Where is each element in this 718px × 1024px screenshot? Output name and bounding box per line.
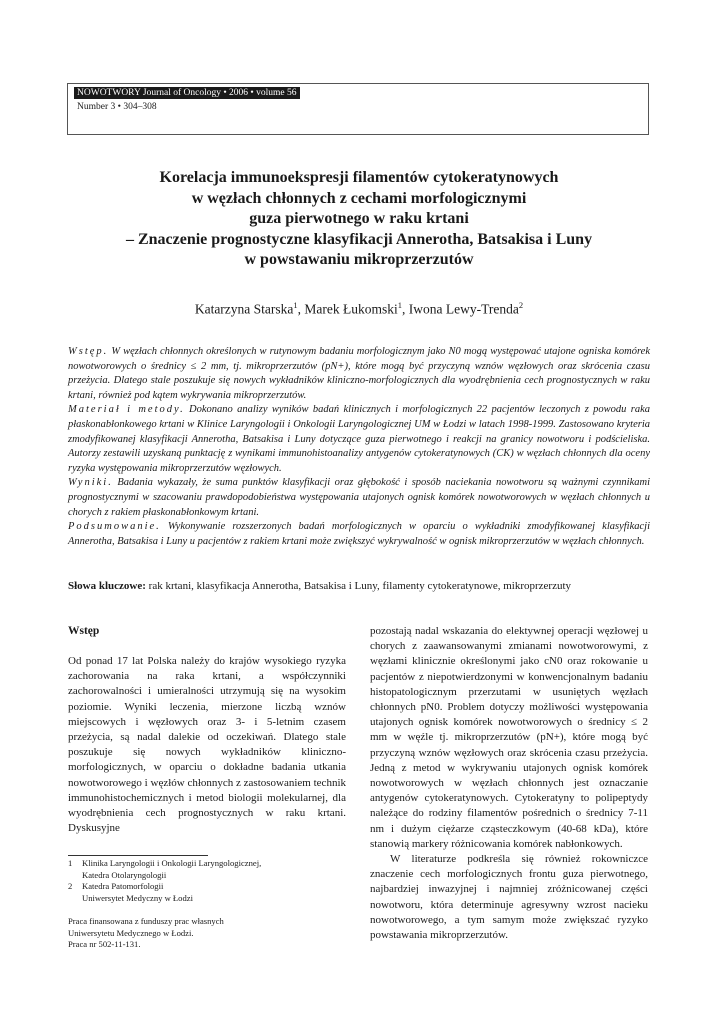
footnotes (68, 858, 348, 904)
body-column-left (68, 654, 346, 836)
title-line: Korelacja immunoekspresji filamentów cytokeratynowych (159, 169, 559, 186)
journal-header-box (67, 83, 649, 135)
body-paragraph: pozostają nadal wskazania do elektywnej operacji węzłowej u chorych z zaawansowanymi zmianami nowotworowymi, z węzłami klinicznie określonymi jako cN0 oraz rokowanie u pacjentów z niepotwierdzonymi w konwencjonalnym badaniu histopatologicznym przerzutami w usuniętych węzłach chłonnych pN0. Problem dotyczy możliwości występowania utajonych ognisk komórek nowotworowych o średnicy ≤ 2 mm w węźle tj. mikroprzerzutów (pN+), które mogą być przyczyną wznów węzłowych oraz skrócenia czasu przeżycia. Jedną z metod w wykrywaniu utajonych ognisk komórek nowotworowych w węzłach chłonnych jest oznaczanie antygenów cytokeratynowych. Cytokeratyny to polipeptydy należące do rodziny filamentów pośrednich o średnicy 7-11 nm i dużym ciężarze cząsteczkowym (40-68 kDa), które stanowią markery różnicowania komórek nabłonkowych. (370, 625, 648, 850)
abstract-methods (68, 403, 650, 476)
author-separator: , (402, 301, 409, 317)
funding-note (68, 916, 348, 951)
footnote-line: Uniwersytet Medyczny w Łodzi (82, 892, 193, 903)
footnote-text (82, 881, 193, 904)
affiliation-mark: 1 (293, 300, 298, 310)
footnote (68, 858, 348, 881)
footnote-number: 2 (68, 881, 73, 891)
footnote-line: Katedra Otolaryngologii (82, 869, 167, 880)
abstract-methods-text: Dokonano analizy wyników badań klinicznych i morfologicznych 22 pacjentów leczonych z powodu raka płaskonabłonkowego krtani w Klinice Laryngologii i Onkologii Laryngologicznej UM w Łodzi w latach 1998-1999. Zastosowano kryteria zmodyfikowanej klasyfikacji Annerotha, Batsakisa i Luny dotyczące guza pierwotnego i reakcji na granicy nowotworu i podścieliska. Autorzy zestawili uzyskaną punktację z wynikami immunohistoanalizy antygenów cytokeratynowych (CK) w węzłach chłonnych dla oceny ryzyka występowania mikroprzerzutów węzłowych. (68, 404, 651, 474)
keywords (68, 579, 658, 593)
funding-line: Praca finansowana z funduszy prac własnych (68, 916, 224, 926)
abstract (68, 345, 650, 549)
section-heading: Wstęp (68, 625, 100, 637)
affiliation-mark: 2 (518, 300, 524, 310)
footnote-divider (68, 855, 208, 856)
body-column-right (370, 624, 648, 943)
author-name: Iwona Lewy-Trenda (408, 301, 519, 317)
title-line: w węzłach chłonnych z cechami morfologicznymi (191, 189, 527, 207)
abstract-intro (68, 345, 650, 403)
footnote-line: Klinika Laryngologii i Onkologii Laryngologicznej, (82, 858, 262, 868)
author-list (40, 296, 678, 319)
abstract-intro-text: W węzłach chłonnych określonych w rutynowym badaniu morfologicznym jako N0 mogą występować utajone ogniska komórek nowotworowych o średnicy ≤ 2 mm, tj. mikroprzerzutów (pN+), które mogą być przyczyną wznów węzłowych oraz skrócenia czasu przeżycia. Dlatego stale poszukuje się nowych wykładników kliniczno-morfologicznych dla wyodrębnienia cech prognostycznych w raku krtani, również pod kątem wykrywania mikroprzerzutów. (68, 346, 650, 401)
body-paragraph: W literaturze podkreśla się również rokowniczce znaczenie cech morfologicznych frontu guza pierwotnego, najbardziej inwazyjnej i najmniej zróżnicowanej części nowotworu, która determinuje agresywny wzrost nacieku nowotworowego, a tym samym może zwiększać ryzyko powstawania mikroprzerzutów. (370, 853, 648, 942)
abstract-label-summary: Podsumowanie. (68, 521, 161, 533)
abstract-results-text: Badania wykazały, że suma punktów klasyfikacji oraz głębokość i sposób naciekania nowotworu są ważnymi czynnikami prognostycznymi w szacowaniu prawdopodobieństwa występowania utajonych ognisk komórek nowotworowych w węzłach chłonnych u chorych z rakiem płaskonabłonkowym krtani. (68, 477, 650, 518)
abstract-label-intro: Wstęp. (68, 346, 109, 357)
journal-title: NOWOTWORY Journal of Oncology • 2006 • volume 56 (74, 87, 300, 99)
author-separator: , (297, 301, 305, 317)
footnote-text (82, 858, 261, 881)
abstract-summary-text: Wykonywanie rozszerzonych badań morfologicznych w oparciu o wykładniki zmodyfikowanej klasyfikacji Annerotha, Batsakisa i Luny u pacjentów z rakiem krtani może zwiększyć wykrywalność w ognisk mikroprzerzutów w węzłach chłonnych. (68, 521, 650, 547)
abstract-label-results: Wyniki. (68, 477, 113, 489)
keywords-label: Słowa kluczowe: (68, 580, 146, 592)
funding-line: Uniwersytetu Medycznego w Łodzi. (68, 927, 194, 938)
funding-line: Praca nr 502-11-131. (68, 939, 141, 949)
issue-pages: Number 3 • 304–308 (77, 102, 157, 112)
title-line: guza pierwotnego w raku krtani (249, 210, 469, 227)
keywords-text: rak krtani, klasyfikacja Annerotha, Batsakisa i Luny, filamenty cytokeratynowe, mikroprzerzuty (145, 580, 572, 592)
footnote (68, 881, 348, 904)
author-name: Marek Łukomski (304, 301, 398, 317)
title-line: – Znaczenie prognostyczne klasyfikacji Annerotha, Batsakisa i Luny (125, 230, 593, 248)
title-line: w powstawaniu mikroprzerzutów (244, 251, 474, 268)
body-paragraph: Od ponad 17 lat Polska należy do krajów wysokiego ryzyka zachorowania na raka krtani, a współczynniki zachorowalności i umieralności utrzymują się na wysokim poziomie. Wyniki leczenia, mierzone liczbą wznów miejscowych i węzłowych oraz 3- i 5-letnim czasem przeżycia, są nadal dalekie od oczekiwań. Dlatego stale poszukuje się nowych wykładników kliniczno-morfologicznych, w oparciu o dokładne badania utkania nowotworowego i węzłów chłonnych z zastosowaniem technik immunohistochemicznych i metod biologii molekularnej, dla wyodrębnienia cech prognostycznych w raku krtani. Dyskusyjne (68, 655, 346, 835)
author-name: Katarzyna Starska (194, 301, 294, 317)
abstract-results (68, 476, 650, 520)
abstract-label-methods: Materiał i metody. (68, 404, 185, 416)
abstract-summary (68, 520, 650, 549)
article-title (40, 168, 678, 271)
footnote-line: Katedra Patomorfologii (82, 881, 164, 891)
footnote-number: 1 (68, 858, 73, 868)
affiliation-mark: 1 (397, 300, 403, 310)
